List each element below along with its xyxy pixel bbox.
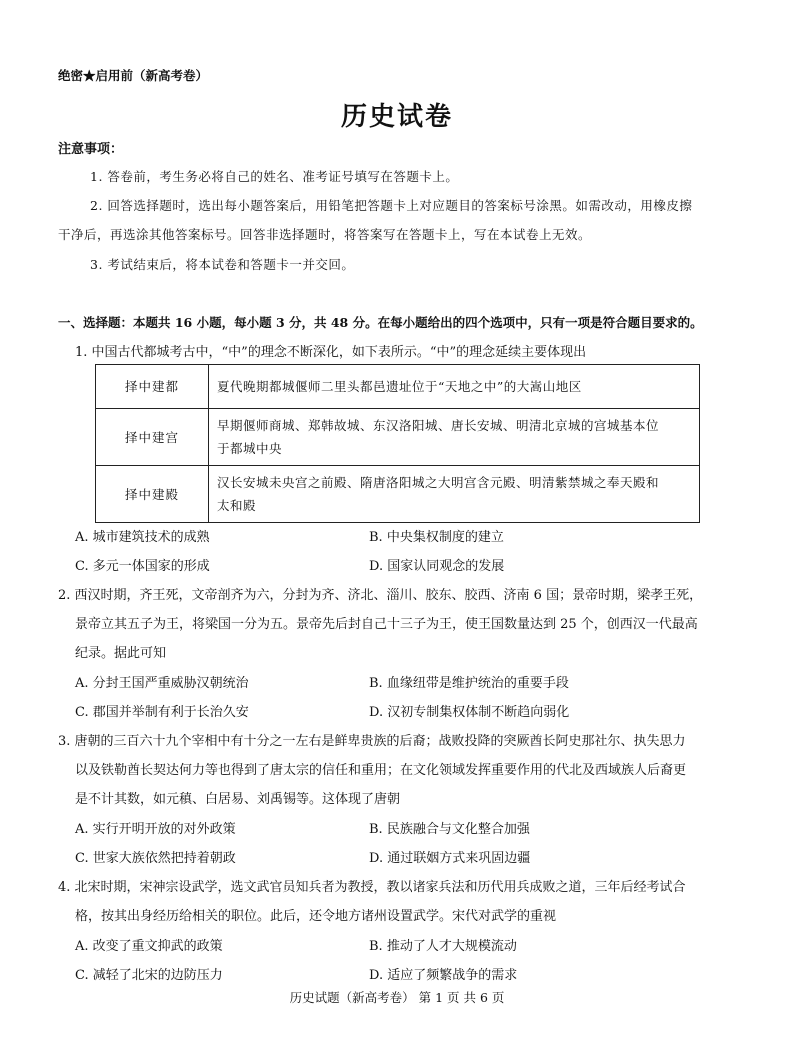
notice-heading: 注意事项： [58,142,124,157]
q4-option-a[interactable]: A. 改变了重文抑武的政策 [75,939,223,954]
table-cell-line: 太和殿 [217,498,257,513]
q4-option-d[interactable]: D. 适应了频繁战争的需求 [369,968,518,983]
confidential-header: 绝密★启用前（新高考卷） [58,68,209,83]
table-cell [209,409,700,466]
table-label: 择中建宫 [96,409,209,466]
table-cell-line: 汉长安城未央宫之前殿、隋唐洛阳城之大明宫含元殿、明清紫禁城之奉天殿和 [217,475,660,490]
q1-option-c[interactable]: C. 多元一体国家的形成 [75,559,210,574]
q3-option-a[interactable]: A. 实行开明开放的对外政策 [75,822,236,837]
q4-option-b[interactable]: B. 推动了人才大规模流动 [369,939,517,954]
q1-option-d[interactable]: D. 国家认同观念的发展 [369,559,505,574]
table-cell-line: 夏代晚期都城偃师二里头都邑遗址位于“天地之中”的大嵩山地区 [217,379,582,394]
q1-table [95,364,700,523]
page-title: 历史试卷 [340,102,453,132]
q3-stem-line-2: 以及铁勒酋长契达何力等也得到了唐太宗的信任和重用；在文化领域发挥重要作用的代北及西域族人后裔更 [75,763,687,778]
q2-stem-line-3: 纪录。据此可知 [75,646,167,661]
q1-option-b[interactable]: B. 中央集权制度的建立 [369,530,504,545]
q2-stem-line-1: 2. 西汉时期，齐王死，文帝剖齐为六，分封为齐、济北、淄川、胶东、胶西、济南 6 国；景帝时期，梁孝王死， [58,588,703,603]
q2-option-d[interactable]: D. 汉初专制集权体制不断趋向弱化 [369,705,570,720]
notice-item-2-line-2: 干净后，再选涂其他答案标号。回答非选择题时，将答案写在答题卡上，写在本试卷上无效。 [58,227,592,242]
q1-option-a[interactable]: A. 城市建筑技术的成熟 [75,530,210,545]
table-cell [209,365,700,409]
q2-option-c[interactable]: C. 郡国并举制有利于长治久安 [75,705,249,720]
table-row [96,466,700,523]
q3-option-d[interactable]: D. 通过联姻方式来巩固边疆 [369,851,531,866]
q3-stem-line-1: 3. 唐朝的三百六十九个宰相中有十分之一左右是鲜卑贵族的后裔；战败投降的突厥酋长阿史那社尔、执失思力 [58,734,686,749]
q2-option-a[interactable]: A. 分封王国严重威胁汉朝统治 [75,676,249,691]
q1-stem: 1. 中国古代都城考古中，“中”的理念不断深化，如下表所示。“中”的理念延续主要体现出 [75,345,587,360]
section-heading: 一、选择题：本题共 16 小题，每小题 3 分，共 48 分。在每小题给出的四个选项中，只有一项是符合题目要求的。 [58,315,703,330]
q3-option-b[interactable]: B. 民族融合与文化整合加强 [369,822,530,837]
notice-item-2-line-1: 2. 回答选择题时，选出每小题答案后，用铅笔把答题卡上对应题目的答案标号涂黑。如需改动，用橡皮擦 [90,198,693,213]
notice-item-3: 3. 考试结束后，将本试卷和答题卡一并交回。 [90,257,355,272]
q3-option-c[interactable]: C. 世家大族依然把持着朝政 [75,851,236,866]
table-cell-line: 于都城中央 [217,441,283,456]
q2-stem-line-2: 景帝立其五子为王，将梁国一分为五。景帝先后封自己十三子为王，使王国数量达到 25 个，创西汉一代最高 [75,617,698,632]
table-row [96,409,700,466]
table-cell [209,466,700,523]
notice-item-1: 1. 答卷前，考生务必将自己的姓名、准考证号填写在答题卡上。 [90,169,459,184]
q4-option-c[interactable]: C. 减轻了北宋的边防压力 [75,968,223,983]
q4-stem-line-1: 4. 北宋时期，宋神宗设武学，选文武官员知兵者为教授，教以诸家兵法和历代用兵成败之道，三年后经考试合 [58,880,686,895]
q2-option-b[interactable]: B. 血缘纽带是维护统治的重要手段 [369,676,569,691]
table-label: 择中建都 [96,365,209,409]
table-cell-line: 早期偃师商城、郑韩故城、东汉洛阳城、唐长安城、明清北京城的宫城基本位 [217,418,660,433]
table-row [96,365,700,409]
q4-stem-line-2: 格，按其出身经历给相关的职位。此后，还令地方诸州设置武学。宋代对武学的重视 [75,909,557,924]
table-label: 择中建殿 [96,466,209,523]
q3-stem-line-3: 是不计其数，如元稹、白居易、刘禹锡等。这体现了唐朝 [75,792,401,807]
page-footer: 历史试题（新高考卷） 第 1 页 共 6 页 [289,990,505,1005]
